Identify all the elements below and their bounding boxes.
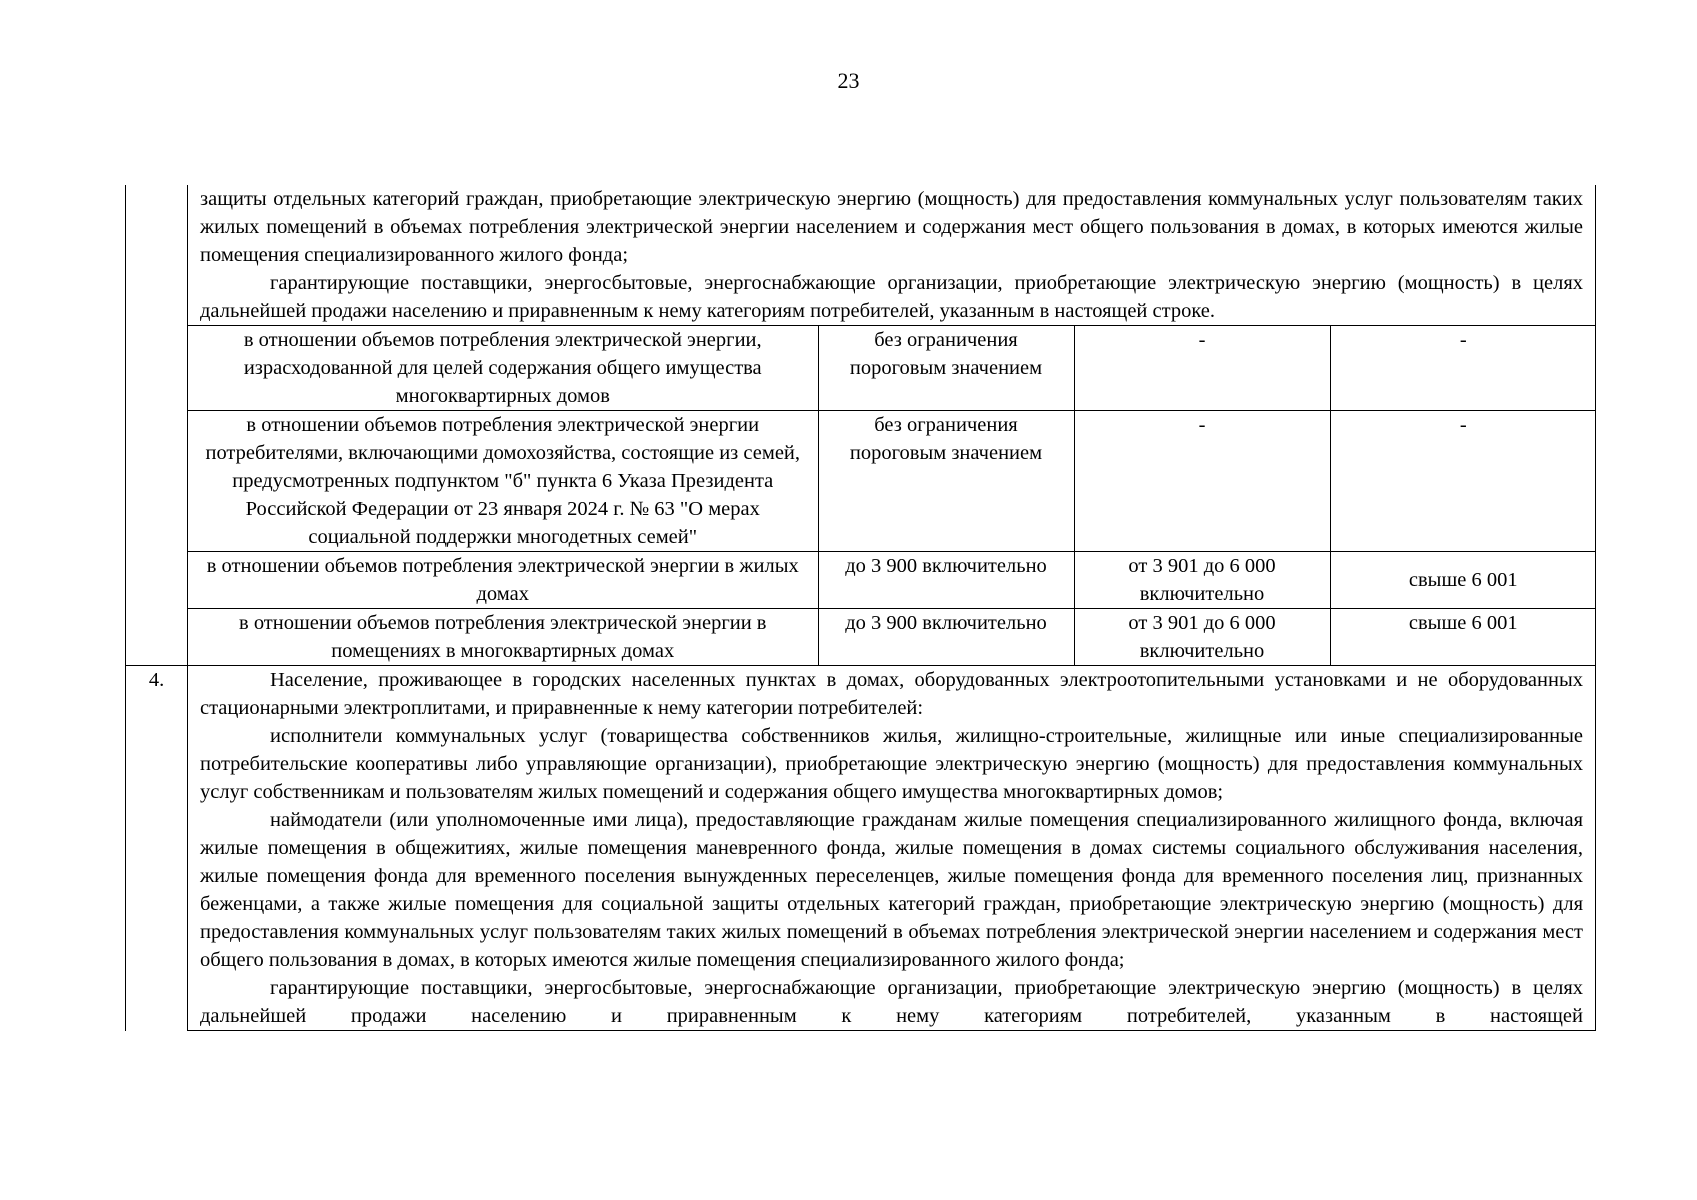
consumption-description: в отношении объемов потребления электрической энергии, израсходованной для целей содержания общего имущества многоквартирных домов: [188, 326, 818, 411]
item-4-text-cell: [188, 666, 1596, 1031]
item-4-paragraph: Население, проживающее в городских населенных пунктах в домах, оборудованных электроотопительными установками и не оборудованных стационарными электроплитами, и приравненные к нему категории потребителей:: [200, 669, 1583, 719]
table-row: [188, 609, 1596, 666]
thresholds-cell: [188, 326, 1596, 666]
range-first: до 3 900 включительно: [818, 552, 1074, 609]
range-second: -: [1074, 326, 1330, 411]
range-first: до 3 900 включительно: [818, 609, 1074, 666]
consumption-description: в отношении объемов потребления электрической энергии в жилых домах: [188, 552, 818, 609]
row-number: 4.: [126, 666, 188, 1031]
row-number-cell-empty: [126, 326, 188, 666]
item-4-paragraph: наймодатели (или уполномоченные ими лица), предоставляющие гражданам жилые помещения специализированного жилищного фонда, включая жилые помещения в общежитиях, жилые помещения маневренного фонда, жилые помещения в домах системы социального обслуживания населения, жилые помещения фонда для временного поселения вынужденных переселенцев, жилые помещения фонда для временного поселения лиц, признанных беженцами, а также жилые помещения для социальной защиты отдельных категорий граждан, приобретающие электрическую энергию (мощность) для предоставления коммунальных услуг пользователям таких жилых помещений в объемах потребления электрической энергии населением и содержания мест общего пользования в домах, в которых имеются жилые помещения специализированного жилого фонда;: [200, 809, 1583, 971]
range-third: -: [1330, 326, 1596, 411]
continued-paragraph: гарантирующие поставщики, энергосбытовые, энергоснабжающие организации, приобретающие электрическую энергию (мощность) в целях дальнейшей продажи населению и приравненным к нему категориям потребителей, указанным в настоящей строке.: [200, 272, 1583, 322]
range-third: свыше 6 001: [1330, 552, 1596, 609]
thresholds-table: [188, 326, 1596, 665]
table-row-thresholds: [126, 326, 1596, 666]
page-number: 23: [837, 68, 860, 93]
consumption-description: в отношении объемов потребления электрической энергии потребителями, включающими домохозяйства, состоящие из семей, предусмотренных подпунктом "б" пункта 6 Указа Президента Российской Федерации от 23 января 2024 г. № 63 "О мерах социальной поддержки многодетных семей": [188, 411, 818, 552]
table-row: [188, 552, 1596, 609]
range-third: -: [1330, 411, 1596, 552]
continued-paragraph: защиты отдельных категорий граждан, приобретающие электрическую энергию (мощность) для предоставления коммунальных услуг пользователям таких жилых помещений в объемах потребления электрической энергии населением и содержания мест общего пользования в домах, в которых имеются жилые помещения специализированного жилого фонда;: [200, 188, 1583, 266]
table-row-item-4: [126, 666, 1596, 1031]
row-number-cell-empty: [126, 185, 188, 326]
consumption-description: в отношении объемов потребления электрической энергии в помещениях в многоквартирных домах: [188, 609, 818, 666]
range-second: от 3 901 до 6 000 включительно: [1074, 609, 1330, 666]
table-row: [188, 411, 1596, 552]
continued-text-cell: [188, 185, 1596, 326]
range-second: от 3 901 до 6 000 включительно: [1074, 552, 1330, 609]
range-third: свыше 6 001: [1330, 609, 1596, 666]
item-4-paragraph: исполнители коммунальных услуг (товарищества собственников жилья, жилищно-строительные, жилищные или иные специализированные потребительские кооперативы либо управляющие организации), приобретающие электрическую энергию (мощность) для предоставления коммунальных услуг собственникам и пользователям жилых помещений и содержания общего имущества многоквартирных домов;: [200, 725, 1583, 803]
tariff-table: [125, 185, 1596, 1031]
item-4-paragraph: гарантирующие поставщики, энергосбытовые, энергоснабжающие организации, приобретающие электрическую энергию (мощность) в целях дальнейшей продажи населению и приравненным к нему категориям потребителей, указанным в настоящей: [200, 977, 1583, 1027]
range-second: -: [1074, 411, 1330, 552]
range-first: без ограничения пороговым значением: [818, 326, 1074, 411]
range-first: без ограничения пороговым значением: [818, 411, 1074, 552]
table-row-continued: [126, 185, 1596, 326]
table-row: [188, 326, 1596, 411]
